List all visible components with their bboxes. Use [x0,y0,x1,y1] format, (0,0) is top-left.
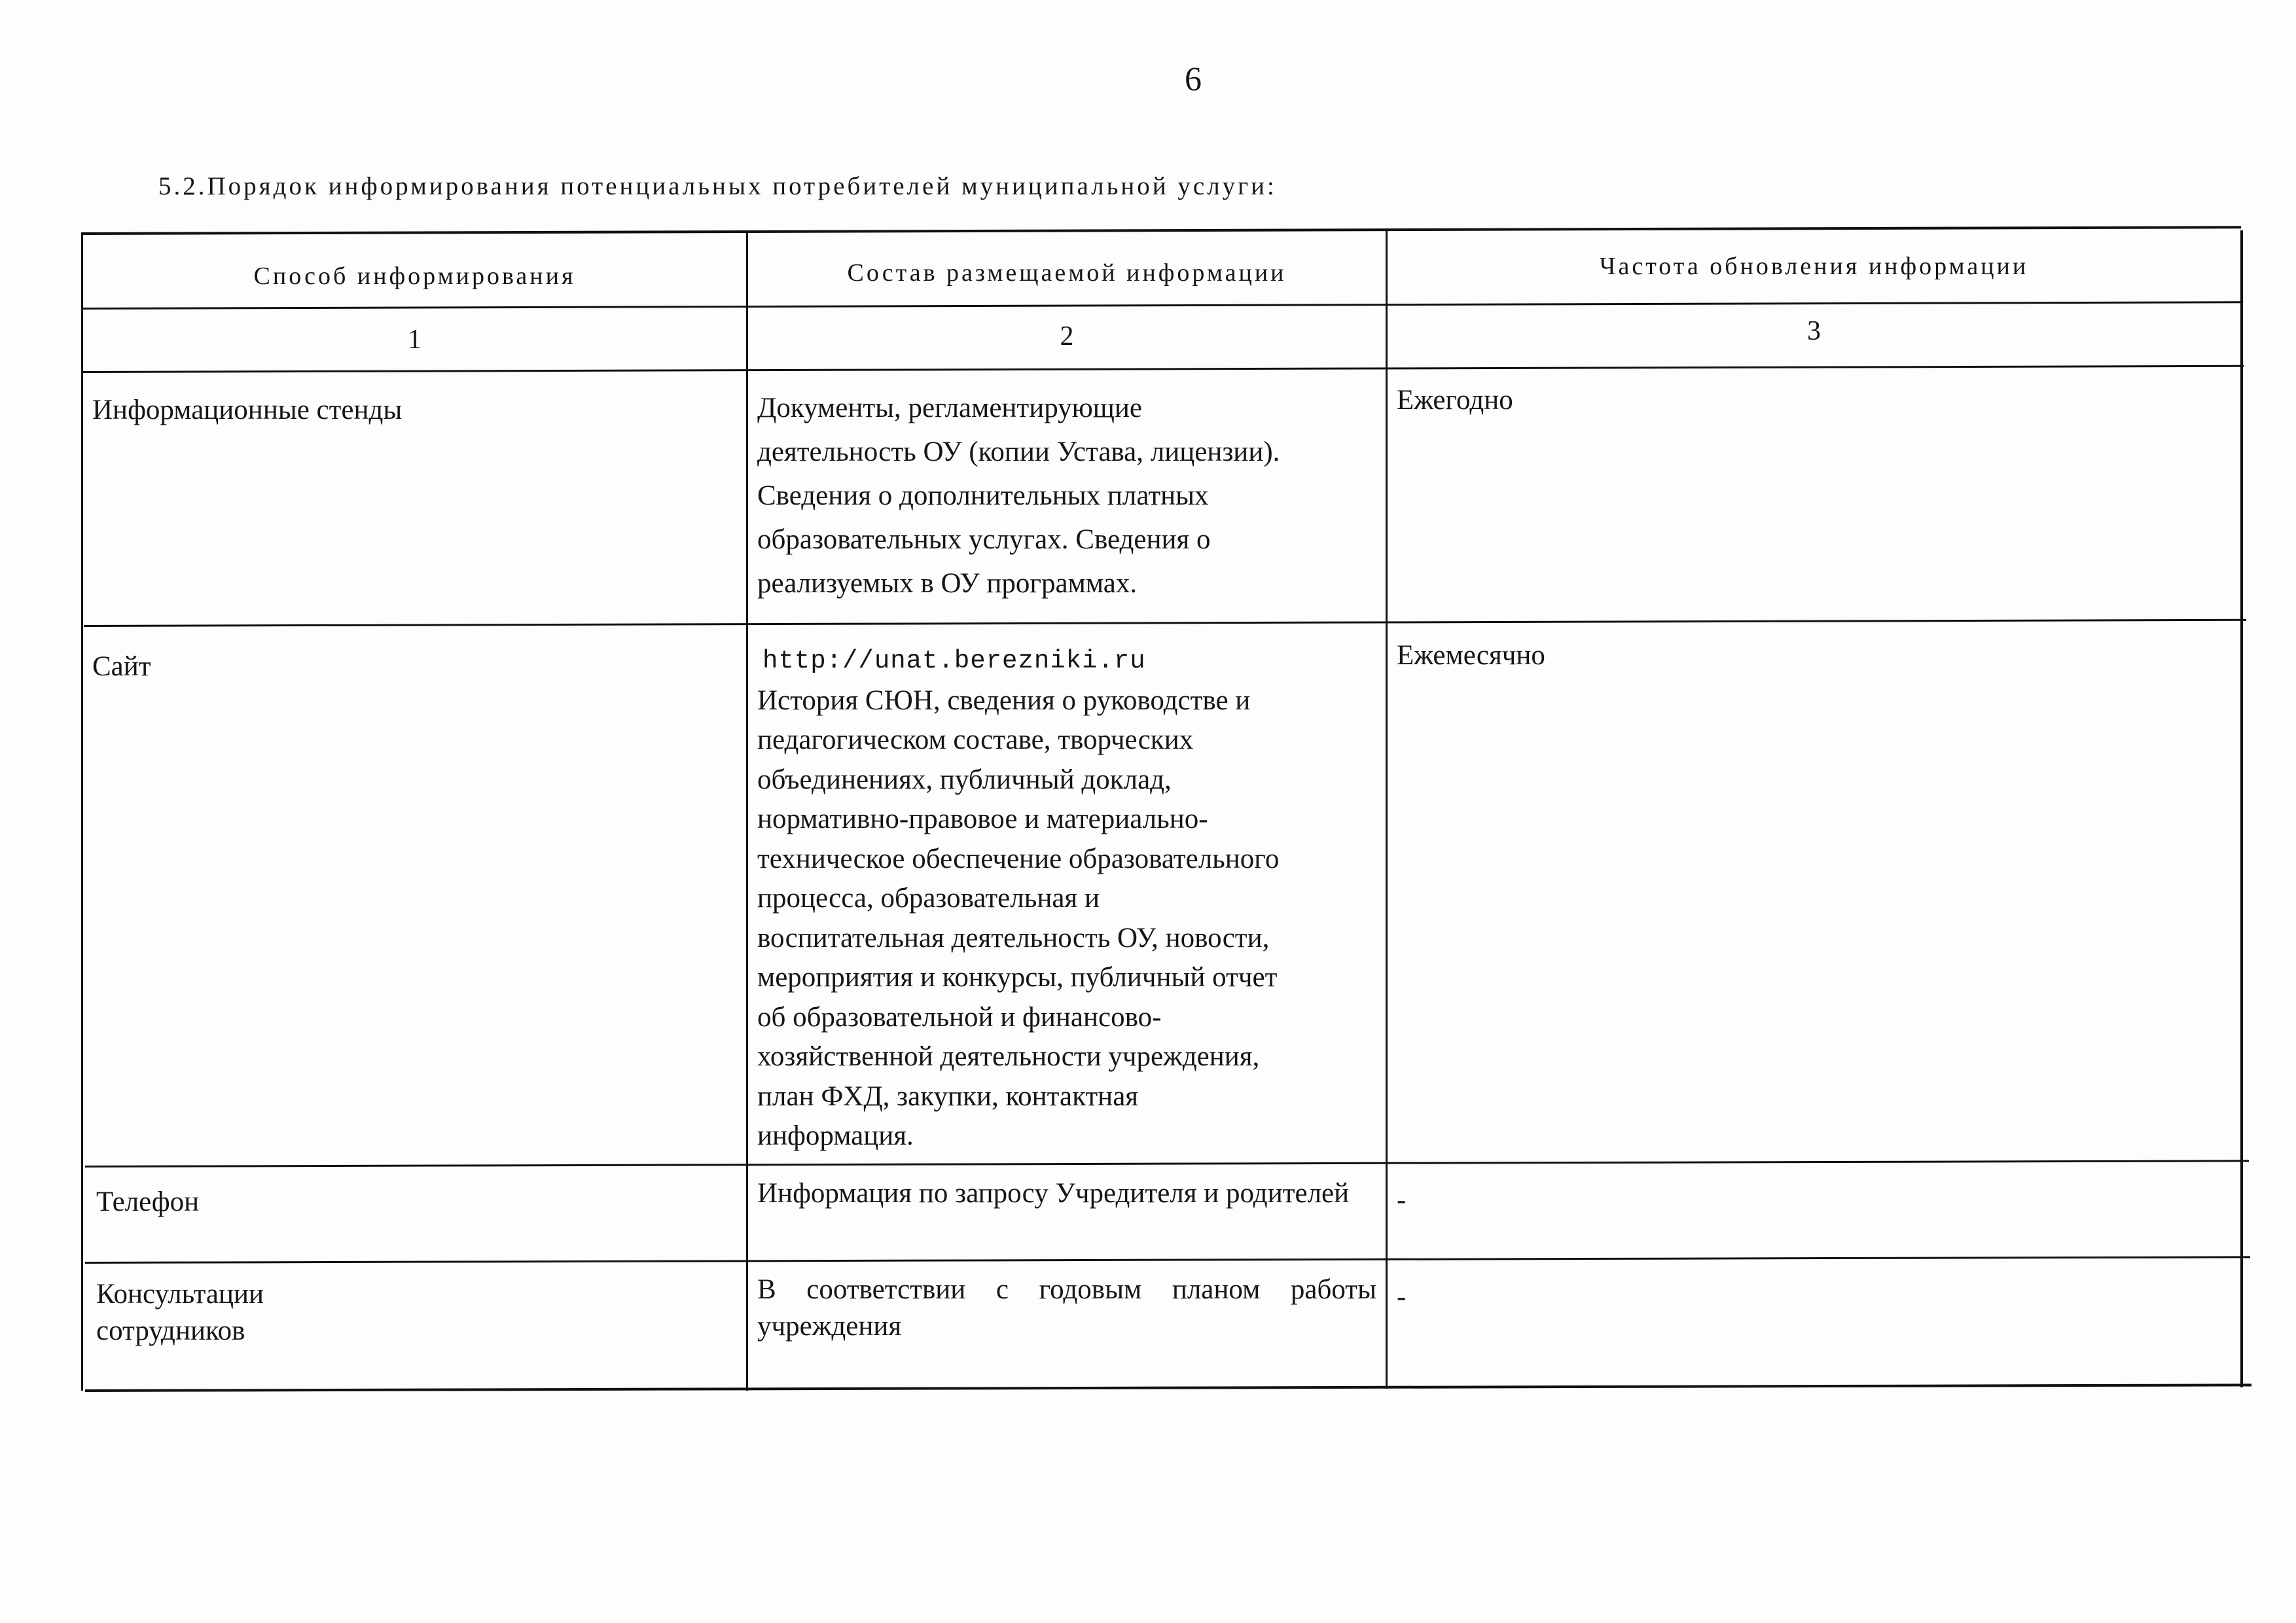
method-cell [83,1276,746,1349]
content-line: педагогическом составе, творческих [757,724,1194,755]
column-number: 1 [408,325,422,355]
table-rule [85,1256,2250,1264]
header-frequency: Частота обновления информации [1599,253,2029,280]
content-line: объединениях, публичный доклад, [757,764,1172,795]
content-cell [748,641,1386,1156]
content-cell: Информация по запросу Учредителя и родителей [757,1178,1350,1209]
content-line: Сведения о дополнительных платных [757,480,1209,511]
method-line: Консультации [96,1279,264,1310]
table-rule [84,619,2246,627]
content-line: образовательных услугах. Сведения о [757,524,1211,555]
content-line: Документы, регламентирующие [757,393,1142,423]
table-rule [81,301,2242,310]
column-number: 2 [1060,321,1074,351]
method-cell: Телефон [96,1186,200,1217]
content-line: реализуемых в ОУ программах. [757,568,1138,599]
header-content: Состав размещаемой информации [847,259,1287,287]
section-heading: 5.2.Порядок информирования потенциальных потребителей муниципальной услуги: [158,172,1277,200]
frequency-cell: Ежегодно [1397,385,1513,416]
table-rule [82,365,2244,373]
table-border-top [81,226,2241,235]
method-cell: Информационные стенды [92,395,403,425]
site-url: http://unat.berezniki.ru [762,647,1146,675]
table-border-bottom [85,1383,2251,1392]
content-line: хозяйственной деятельности учреждения, [757,1041,1260,1072]
content-cell: В соответствии с годовым планом работы учреждения [757,1274,1376,1342]
content-line: История СЮН, сведения о руководстве и [757,685,1251,716]
frequency-cell: - [1397,1185,1407,1215]
content-line: техническое обеспечение образовательного [757,843,1280,874]
content-line: процесса, образовательная и [757,883,1100,914]
content-line: мероприятия и конкурсы, публичный отчет [757,962,1278,993]
header-method: Способ информирования [253,262,576,290]
method-cell: Сайт [92,651,151,682]
column-number: 3 [1807,316,1821,346]
content-line: нормативно-правовое и материально- [757,804,1208,834]
content-line: об образовательной и финансово- [757,1001,1162,1033]
frequency-cell: Ежемесячно [1397,640,1545,671]
content-line: деятельность ОУ (копии Устава, лицензии). [757,437,1280,467]
content-line: план ФХД, закупки, контактная [757,1080,1139,1112]
page-number: 6 [1185,61,1202,98]
table-border-right [2240,230,2243,1387]
content-cell [748,386,1386,605]
content-line: воспитательная деятельность ОУ, новости, [757,922,1270,954]
method-line: сотрудников [96,1315,245,1346]
table-rule [85,1160,2249,1168]
content-line: информация. [757,1120,914,1151]
frequency-cell: - [1397,1281,1407,1312]
